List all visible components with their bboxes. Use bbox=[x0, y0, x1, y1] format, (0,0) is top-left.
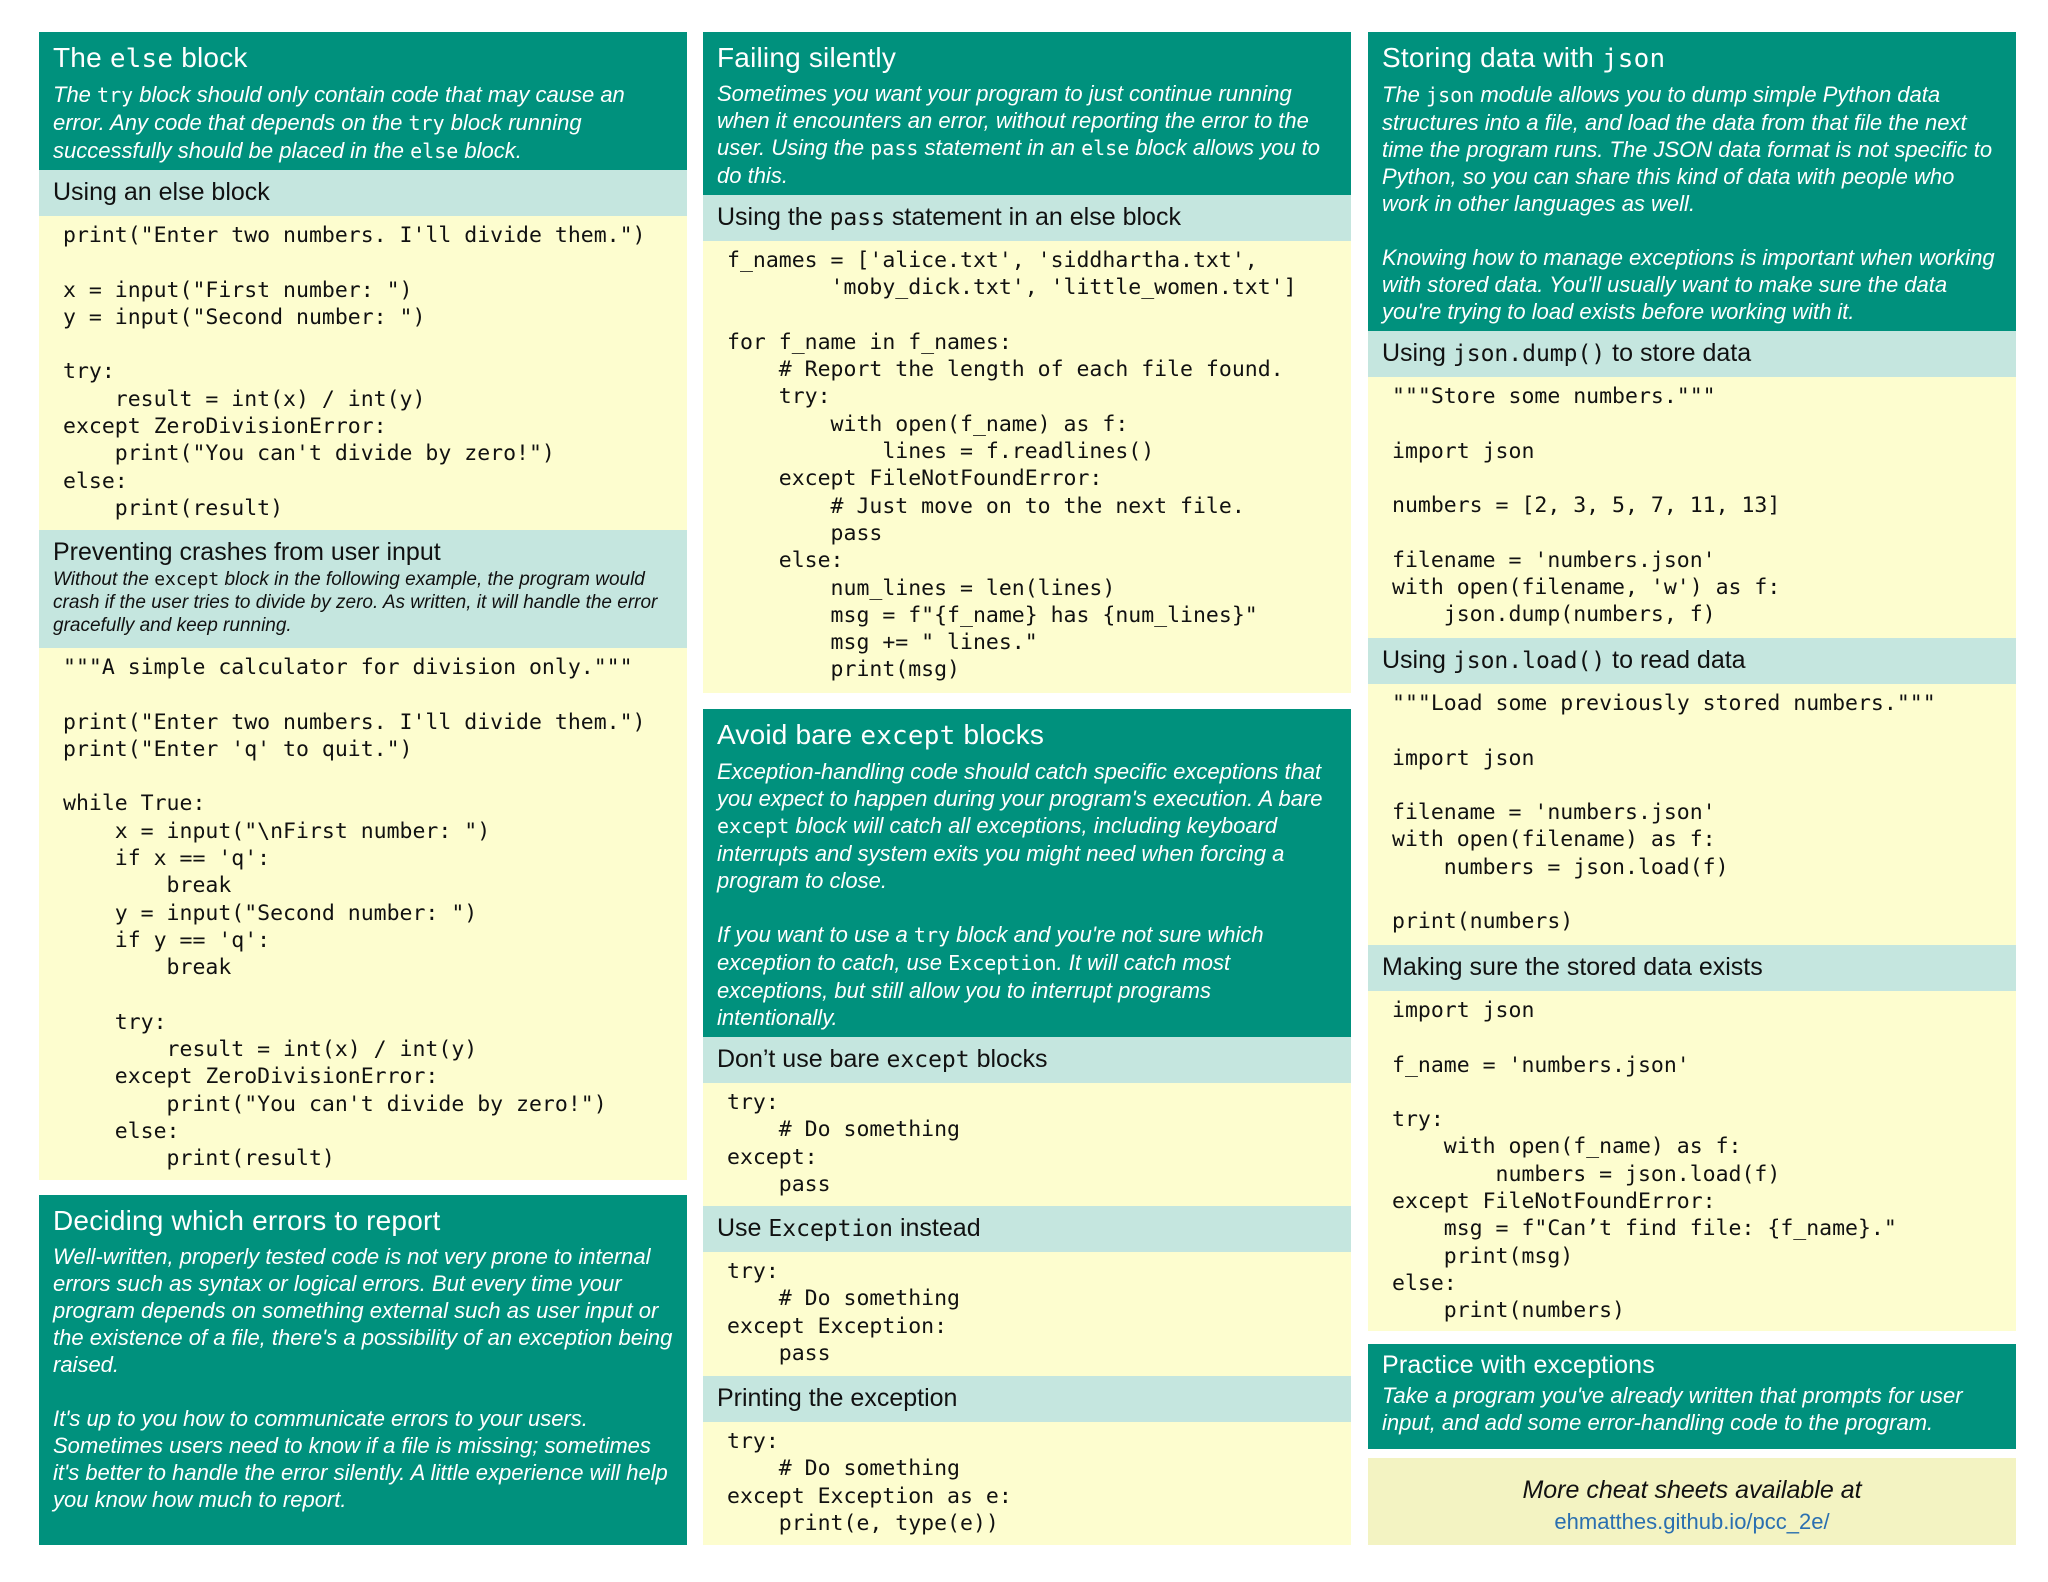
calculator-code-block bbox=[39, 648, 687, 1180]
deciding-paragraph-1: Well-written, properly tested code is not very prone to internal errors such as syntax or logical errors. But every time your program depends on something external such as user input or the existence of a file, there's a possibility of an exception being raised. bbox=[53, 1244, 673, 1377]
practice-title: Practice with exceptions bbox=[1382, 1351, 1655, 1379]
inline-code: Exception bbox=[948, 951, 1057, 975]
inline-code: try bbox=[97, 83, 134, 107]
json-title: Storing data with json bbox=[1382, 42, 1666, 74]
preventing-note bbox=[53, 568, 673, 637]
text-run: If you want to use a bbox=[717, 922, 914, 947]
deciding-paragraph-2: It's up to you how to communicate errors to your users. Sometimes users need to know if a file is missing; sometimes it's better to handle the error silently. A little experience will help you know how much to report. bbox=[53, 1406, 668, 1512]
text-run: block and you're not sure which exception to catch, use bbox=[717, 922, 1264, 975]
json-paragraph-2: Knowing how to manage exceptions is important when working with stored data. You'll usually want to make sure the data you're trying to load exists before working with it. bbox=[1382, 245, 1995, 324]
failing-description bbox=[717, 80, 1337, 189]
inline-code: except bbox=[717, 814, 790, 838]
text-run: Without the bbox=[53, 569, 155, 590]
else-code-block bbox=[39, 216, 687, 530]
inline-code: else bbox=[410, 139, 459, 163]
calculator-code: """A simple calculator for division only.""" print("Enter two numbers. I'll divide them.") print("Enter 'q' to quit.") while True: x = input("\nFirst number: ") if x == 'q': break y = input("Second number: ") if y == 'q': break try: result = int(x) / int(y) except ZeroDivisionError: print("You can't divide by zero!") else: print(result) bbox=[63, 655, 646, 1172]
text-run: block should only contain code that may cause an error. Any code that depends on the bbox=[53, 82, 625, 135]
text-run: block. bbox=[458, 138, 522, 163]
text-run: block in the following example, the program would crash if the user tries to divide by zero. As written, it will handle the error gracefully and keep running. bbox=[53, 569, 658, 636]
printing-exception-title: Printing the exception bbox=[717, 1384, 958, 1412]
pass-code-block bbox=[703, 241, 1351, 693]
practice-description: Take a program you've already written that prompts for user input, and add some error-handling code to the program. bbox=[1382, 1383, 1963, 1435]
json-load-code-block bbox=[1368, 684, 2016, 945]
json-dump-subheader bbox=[1368, 331, 2016, 377]
json-dump-code-block bbox=[1368, 377, 2016, 638]
printing-code: try: # Do something except Exception as e: print(e, type(e)) bbox=[727, 1429, 1012, 1536]
pass-title: Using the pass statement in an else block bbox=[717, 203, 1181, 231]
more-cheat-sheets-text: More cheat sheets available at bbox=[1522, 1476, 1862, 1504]
preventing-title: Preventing crashes from user input bbox=[53, 538, 441, 566]
inline-code: pass bbox=[870, 136, 919, 160]
json-header bbox=[1368, 32, 2016, 331]
bare-code: try: # Do something except: pass bbox=[727, 1090, 960, 1197]
using-else-subheader bbox=[39, 170, 687, 216]
pass-code: f_names = ['alice.txt', 'siddhartha.txt', 'moby_dick.txt', 'little_women.txt'] for f_name in f_names: # Report the length of each file found. try: with open(f_name) as f: lines = f.readlines() except FileNotFoundError: # Just move on to the next file. pass else: num_lines = len(lines) msg = f"{f_name} has {num_lines}" msg += " lines." print(msg) bbox=[727, 248, 1297, 683]
data-exists-code-block bbox=[1368, 991, 2016, 1331]
exception-code-block bbox=[703, 1252, 1351, 1376]
else-block-title: The else block bbox=[53, 42, 248, 74]
practice-card bbox=[1368, 1344, 2016, 1449]
text-run: block will catch all exceptions, including keyboard interrupts and system exits you might need when forcing a program to close. bbox=[717, 813, 1285, 893]
inline-code: except bbox=[154, 569, 220, 590]
text-run: statement in an bbox=[918, 135, 1082, 160]
text-run: The bbox=[1382, 82, 1427, 107]
bare-except-header bbox=[703, 709, 1351, 1037]
exception-code: try: # Do something except Exception: pass bbox=[727, 1259, 960, 1366]
dont-use-bare-title: Don’t use bare except blocks bbox=[717, 1045, 1048, 1073]
bare-except-paragraph-1 bbox=[717, 758, 1337, 894]
data-exists-title: Making sure the stored data exists bbox=[1382, 953, 1763, 981]
text-run: Sometimes you want your program to just continue running when it encounters an error, without reporting the error to the user. Using the bbox=[717, 81, 1309, 160]
inline-code: try bbox=[913, 923, 951, 947]
using-else-title: Using an else block bbox=[53, 178, 270, 206]
use-exception-title: Use Exception instead bbox=[717, 1214, 981, 1242]
cheat-sheets-link[interactable]: ehmatthes.github.io/pcc_2e/ bbox=[1554, 1509, 1830, 1534]
else-block-description bbox=[53, 81, 673, 165]
json-paragraph-1 bbox=[1382, 81, 2002, 217]
json-load-code: """Load some previously stored numbers.""" import json filename = 'numbers.json' with open(filename) as f: numbers = json.load(f) print(numbers) bbox=[1392, 691, 1936, 935]
use-exception-subheader bbox=[703, 1206, 1351, 1252]
text-run: . It will catch most exceptions, but still allow you to interrupt programs intentionally. bbox=[717, 950, 1231, 1030]
text-run: Exception-handling code should catch specific exceptions that you expect to happen during your program's execution. A bare bbox=[717, 759, 1323, 811]
inline-code: try bbox=[408, 111, 445, 135]
failing-title: Failing silently bbox=[717, 42, 897, 73]
failing-header bbox=[703, 32, 1351, 195]
bare-code-block bbox=[703, 1083, 1351, 1206]
text-run: module allows you to dump simple Python data structures into a file, and load the data from that file the next time the program runs. The JSON data format is not specific to Python, so you can share this kind of data with people who work in other languages as well. bbox=[1382, 82, 1993, 216]
text-run: block running successfully should be placed in the bbox=[53, 110, 582, 163]
printing-exception-subheader bbox=[703, 1376, 1351, 1422]
text-run: The bbox=[53, 82, 98, 107]
data-exists-code: import json f_name = 'numbers.json' try: with open(f_name) as f: numbers = json.load(f) except FileNotFoundError: msg = f"Can’t find file: {f_name}." print(msg) else: print(numbers) bbox=[1392, 998, 1897, 1324]
json-load-subheader bbox=[1368, 638, 2016, 684]
bare-except-title: Avoid bare except blocks bbox=[717, 719, 1045, 751]
json-dump-code: """Store some numbers.""" import json numbers = [2, 3, 5, 7, 11, 13] filename = 'numbers.json' with open(filename, 'w') as f: json.dump(numbers, f) bbox=[1392, 384, 1781, 628]
more-cheat-sheets bbox=[1368, 1458, 2016, 1545]
inline-code: else bbox=[1081, 136, 1130, 160]
deciding-card bbox=[39, 1195, 687, 1545]
printing-code-block bbox=[703, 1422, 1351, 1545]
text-run: block allows you to do this. bbox=[717, 135, 1321, 188]
preventing-subheader bbox=[39, 530, 687, 648]
inline-code: json bbox=[1426, 83, 1475, 107]
data-exists-subheader bbox=[1368, 945, 2016, 991]
deciding-title: Deciding which errors to report bbox=[53, 1205, 441, 1236]
pass-subheader bbox=[703, 195, 1351, 241]
json-dump-title: Using json.dump() to store data bbox=[1382, 339, 1752, 367]
dont-use-bare-subheader bbox=[703, 1037, 1351, 1083]
bare-except-paragraph-2 bbox=[717, 921, 1337, 1031]
json-load-title: Using json.load() to read data bbox=[1382, 646, 1746, 674]
else-code: print("Enter two numbers. I'll divide them.") x = input("First number: ") y = input("Second number: ") try: result = int(x) / int(y) except ZeroDivisionError: print("You can't divide by zero!") else: print(result) bbox=[63, 223, 646, 521]
else-block-header bbox=[39, 32, 687, 170]
